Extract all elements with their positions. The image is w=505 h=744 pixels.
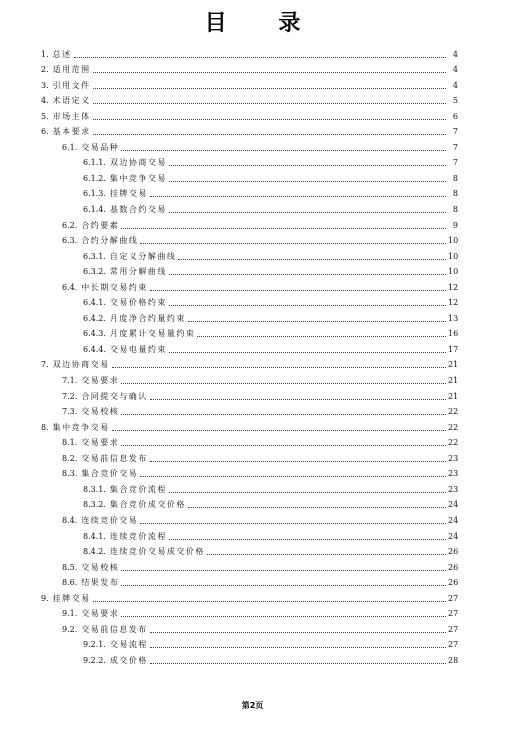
toc-entry-page: 8 <box>452 205 458 215</box>
toc-entry-number: 8. <box>41 422 49 432</box>
toc-entry-page: 7 <box>452 127 458 137</box>
toc-entry[interactable] <box>0 448 505 464</box>
dot-leader <box>93 87 446 89</box>
toc-entry-page: 4 <box>452 49 458 59</box>
dot-leader <box>150 631 446 633</box>
toc-entry[interactable] <box>0 246 505 262</box>
toc-entry-page: 26 <box>448 578 459 588</box>
toc-entry-number: 9.2.2. <box>83 655 106 665</box>
toc-entry-title: 总述 <box>52 49 72 59</box>
page-title: 目 录 <box>204 11 323 36</box>
toc-entry[interactable] <box>0 526 505 542</box>
toc-entry-number: 6.4.1. <box>83 298 106 308</box>
toc-entry-page: 22 <box>448 438 459 448</box>
dot-leader <box>169 491 446 493</box>
page-number-footer: 第2页 <box>241 701 264 710</box>
toc-entry-number: 3. <box>41 80 49 90</box>
dot-leader <box>140 475 446 477</box>
dot-leader <box>197 335 446 337</box>
dot-leader <box>178 258 446 260</box>
toc-entry-number: 6.1.2. <box>83 173 106 183</box>
toc-entry-page: 13 <box>448 313 459 323</box>
toc-entry-number: 6.4.3. <box>83 329 106 339</box>
dot-leader <box>121 413 446 415</box>
toc-entry-number: 6.3.2. <box>83 267 106 277</box>
toc-entry[interactable] <box>0 293 505 309</box>
dot-leader <box>121 444 446 446</box>
toc-entry-title: 结果发布 <box>81 578 120 588</box>
toc-entry-number: 9.1. <box>62 609 78 619</box>
toc-entry-title: 挂牌交易 <box>109 189 148 199</box>
toc-entry-page: 27 <box>448 640 459 650</box>
dot-leader <box>150 398 446 400</box>
toc-entry-number: 6.2. <box>62 220 78 230</box>
toc-entry-number: 7.3. <box>62 407 78 417</box>
dot-leader <box>150 662 446 664</box>
toc-entry[interactable] <box>0 324 505 340</box>
toc-entry-title: 集合竞价成交价格 <box>109 500 186 510</box>
toc-entry[interactable] <box>0 464 505 480</box>
toc-entry-number: 8.4.1. <box>83 531 106 541</box>
dot-leader <box>140 522 446 524</box>
dot-leader <box>150 289 446 291</box>
toc-entry-title: 基数合约交易 <box>109 205 167 215</box>
toc-entry[interactable] <box>0 433 505 449</box>
toc-entry-number: 8.3.2. <box>83 500 106 510</box>
toc-entry-page: 5 <box>452 96 458 106</box>
toc-entry-title: 双边协商交易 <box>52 360 110 370</box>
toc-entry[interactable] <box>0 106 505 122</box>
dot-leader <box>121 584 446 586</box>
toc-entry-number: 6.4.4. <box>83 344 106 354</box>
toc-entry-number: 8.4. <box>62 515 78 525</box>
toc-entry-number: 8.5. <box>62 562 78 572</box>
dot-leader <box>93 133 446 135</box>
toc-entry-number: 4. <box>41 96 49 106</box>
toc-entry[interactable] <box>0 604 505 620</box>
toc-entry-title: 交易品种 <box>81 142 120 152</box>
dot-leader <box>169 304 446 306</box>
dot-leader <box>169 538 446 540</box>
toc-entry-title: 交易前信息发布 <box>81 453 148 463</box>
toc-entry[interactable] <box>0 277 505 293</box>
toc-entry-title: 交易要求 <box>81 609 120 619</box>
toc-entry-page: 7 <box>452 158 458 168</box>
toc-entry-page: 8 <box>452 189 458 199</box>
toc-entry-title: 交易电量约束 <box>109 344 167 354</box>
toc-entry-number: 6. <box>41 127 49 137</box>
toc-entry-page: 21 <box>448 360 459 370</box>
table-of-contents <box>0 44 505 666</box>
toc-entry-page: 16 <box>448 329 459 339</box>
toc-entry-page: 10 <box>448 236 459 246</box>
toc-entry[interactable] <box>0 355 505 371</box>
toc-entry-title: 自定义分解曲线 <box>109 251 177 261</box>
toc-entry[interactable] <box>0 184 505 200</box>
toc-entry[interactable] <box>0 495 505 511</box>
toc-entry-page: 4 <box>452 65 458 75</box>
toc-entry-page: 10 <box>448 251 459 261</box>
toc-entry-title: 交易要求 <box>81 376 120 386</box>
toc-entry-number: 8.1. <box>62 438 78 448</box>
toc-entry-page: 24 <box>448 531 459 541</box>
toc-entry-title: 交易前信息发布 <box>81 624 148 634</box>
toc-entry-page: 22 <box>448 422 459 432</box>
toc-entry-number: 7.2. <box>62 391 78 401</box>
toc-entry-page: 23 <box>448 484 459 494</box>
toc-entry-number: 8.6. <box>62 578 78 588</box>
toc-entry-page: 24 <box>448 515 459 525</box>
dot-leader <box>121 227 446 229</box>
toc-entry-number: 7. <box>41 360 49 370</box>
toc-entry[interactable] <box>0 122 505 138</box>
toc-entry[interactable] <box>0 402 505 418</box>
toc-entry-page: 22 <box>448 407 459 417</box>
toc-entry-title: 集合竞价交易 <box>81 469 139 479</box>
dot-leader <box>121 149 446 151</box>
toc-entry-page: 23 <box>448 469 459 479</box>
toc-entry-number: 8.4.2. <box>83 547 106 557</box>
toc-entry-number: 6.4.2. <box>83 313 106 323</box>
toc-entry-title: 双边协商交易 <box>109 158 167 168</box>
dot-leader <box>140 242 446 244</box>
dot-leader <box>150 195 446 197</box>
toc-entry[interactable] <box>0 588 505 604</box>
dot-leader <box>93 118 446 120</box>
toc-entry-title: 常用分解曲线 <box>109 267 167 277</box>
toc-entry-page: 6 <box>452 111 458 121</box>
toc-entry[interactable] <box>0 168 505 184</box>
toc-entry[interactable] <box>0 557 505 573</box>
toc-entry-title: 连续竞价交易成交价格 <box>109 547 205 557</box>
toc-entry-title: 市场主体 <box>52 111 91 121</box>
toc-entry-page: 21 <box>448 376 459 386</box>
dot-leader <box>121 569 446 571</box>
toc-entry-page: 27 <box>448 624 459 634</box>
toc-entry[interactable] <box>0 75 505 91</box>
toc-entry-title: 中长期交易约束 <box>81 282 148 292</box>
toc-entry[interactable] <box>0 91 505 107</box>
toc-entry[interactable] <box>0 153 505 169</box>
toc-entry-title: 连续竞价流程 <box>109 531 167 541</box>
toc-entry[interactable] <box>0 137 505 153</box>
toc-entry[interactable] <box>0 339 505 355</box>
toc-entry-number: 8.3. <box>62 469 78 479</box>
toc-entry-title: 月度净合约量约束 <box>109 313 186 323</box>
toc-entry-number: 6.1. <box>62 142 78 152</box>
toc-entry-number: 8.2. <box>62 453 78 463</box>
dot-leader <box>121 382 446 384</box>
toc-entry-number: 6.1.1. <box>83 158 106 168</box>
toc-entry-title: 引用文件 <box>52 80 91 90</box>
dot-leader <box>112 366 446 368</box>
toc-entry[interactable] <box>0 199 505 215</box>
toc-entry-page: 12 <box>448 298 459 308</box>
toc-entry[interactable] <box>0 60 505 76</box>
toc-entry-page: 7 <box>452 142 458 152</box>
toc-entry[interactable] <box>0 510 505 526</box>
toc-entry[interactable] <box>0 635 505 651</box>
toc-entry-number: 6.4. <box>62 282 78 292</box>
toc-entry-page: 26 <box>448 547 459 557</box>
toc-entry-title: 集合竞价流程 <box>109 484 167 494</box>
toc-entry-title: 适用范围 <box>52 65 91 75</box>
toc-entry-number: 6.3.1. <box>83 251 106 261</box>
toc-entry[interactable] <box>0 386 505 402</box>
toc-entry-page: 24 <box>448 500 459 510</box>
toc-entry[interactable] <box>0 262 505 278</box>
toc-entry-title: 交易要求 <box>81 438 120 448</box>
toc-entry-number: 9. <box>41 593 49 603</box>
dot-leader <box>93 102 446 104</box>
dot-leader <box>169 211 446 213</box>
toc-entry-title: 交易校核 <box>81 407 120 417</box>
dot-leader <box>112 429 446 431</box>
dot-leader <box>150 646 446 648</box>
toc-entry-page: 27 <box>448 593 459 603</box>
toc-entry[interactable] <box>0 215 505 231</box>
toc-entry-page: 9 <box>452 220 458 230</box>
dot-leader <box>207 553 446 555</box>
toc-entry-number: 9.2. <box>62 624 78 634</box>
toc-entry-number: 2. <box>41 65 49 75</box>
toc-entry-number: 6.1.4. <box>83 205 106 215</box>
toc-entry-page: 23 <box>448 453 459 463</box>
toc-entry-title: 集中竞争交易 <box>52 422 110 432</box>
toc-entry-title: 交易校核 <box>81 562 120 572</box>
toc-entry[interactable] <box>0 44 505 60</box>
toc-entry-title: 交易流程 <box>109 640 148 650</box>
toc-entry-page: 27 <box>448 609 459 619</box>
toc-entry-title: 连续竞价交易 <box>81 515 139 525</box>
dot-leader <box>150 460 446 462</box>
toc-entry-page: 21 <box>448 391 459 401</box>
toc-entry-title: 交易价格约束 <box>109 298 167 308</box>
toc-entry-page: 17 <box>448 344 459 354</box>
dot-leader <box>169 351 446 353</box>
dot-leader <box>188 506 446 508</box>
dot-leader <box>169 164 446 166</box>
toc-entry-page: 28 <box>448 655 459 665</box>
toc-entry-page: 4 <box>452 80 458 90</box>
toc-entry-page: 12 <box>448 282 459 292</box>
dot-leader <box>93 71 446 73</box>
toc-entry-number: 1. <box>41 49 49 59</box>
toc-entry-number: 8.3.1. <box>83 484 106 494</box>
toc-entry-title: 基本要求 <box>52 127 91 137</box>
toc-entry[interactable] <box>0 573 505 589</box>
toc-entry[interactable] <box>0 231 505 247</box>
toc-entry-number: 6.1.3. <box>83 189 106 199</box>
toc-entry-title: 成交价格 <box>109 655 148 665</box>
toc-entry-title: 月度累计交易量约束 <box>109 329 196 339</box>
toc-entry-title: 挂牌交易 <box>52 593 91 603</box>
dot-leader <box>121 615 446 617</box>
toc-entry-number: 7.1. <box>62 376 78 386</box>
toc-entry-title: 术语定义 <box>52 96 91 106</box>
toc-entry-number: 5. <box>41 111 49 121</box>
toc-entry-page: 26 <box>448 562 459 572</box>
dot-leader <box>169 273 446 275</box>
toc-entry-title: 合同提交与确认 <box>81 391 148 401</box>
dot-leader <box>169 180 446 182</box>
toc-entry[interactable] <box>0 417 505 433</box>
toc-entry-title: 合约要素 <box>81 220 120 230</box>
toc-entry[interactable] <box>0 542 505 558</box>
toc-entry[interactable] <box>0 370 505 386</box>
toc-entry-title: 合约分解曲线 <box>81 236 139 246</box>
dot-leader <box>93 600 446 602</box>
toc-entry[interactable] <box>0 650 505 666</box>
dot-leader <box>188 320 446 322</box>
toc-entry-page: 8 <box>452 173 458 183</box>
toc-entry-number: 9.2.1. <box>83 640 106 650</box>
toc-entry[interactable] <box>0 308 505 324</box>
toc-entry[interactable] <box>0 479 505 495</box>
toc-entry-page: 10 <box>448 267 459 277</box>
toc-entry[interactable] <box>0 619 505 635</box>
toc-entry-number: 6.3. <box>62 236 78 246</box>
dot-leader <box>74 56 446 58</box>
toc-entry-title: 集中竞争交易 <box>109 173 167 183</box>
